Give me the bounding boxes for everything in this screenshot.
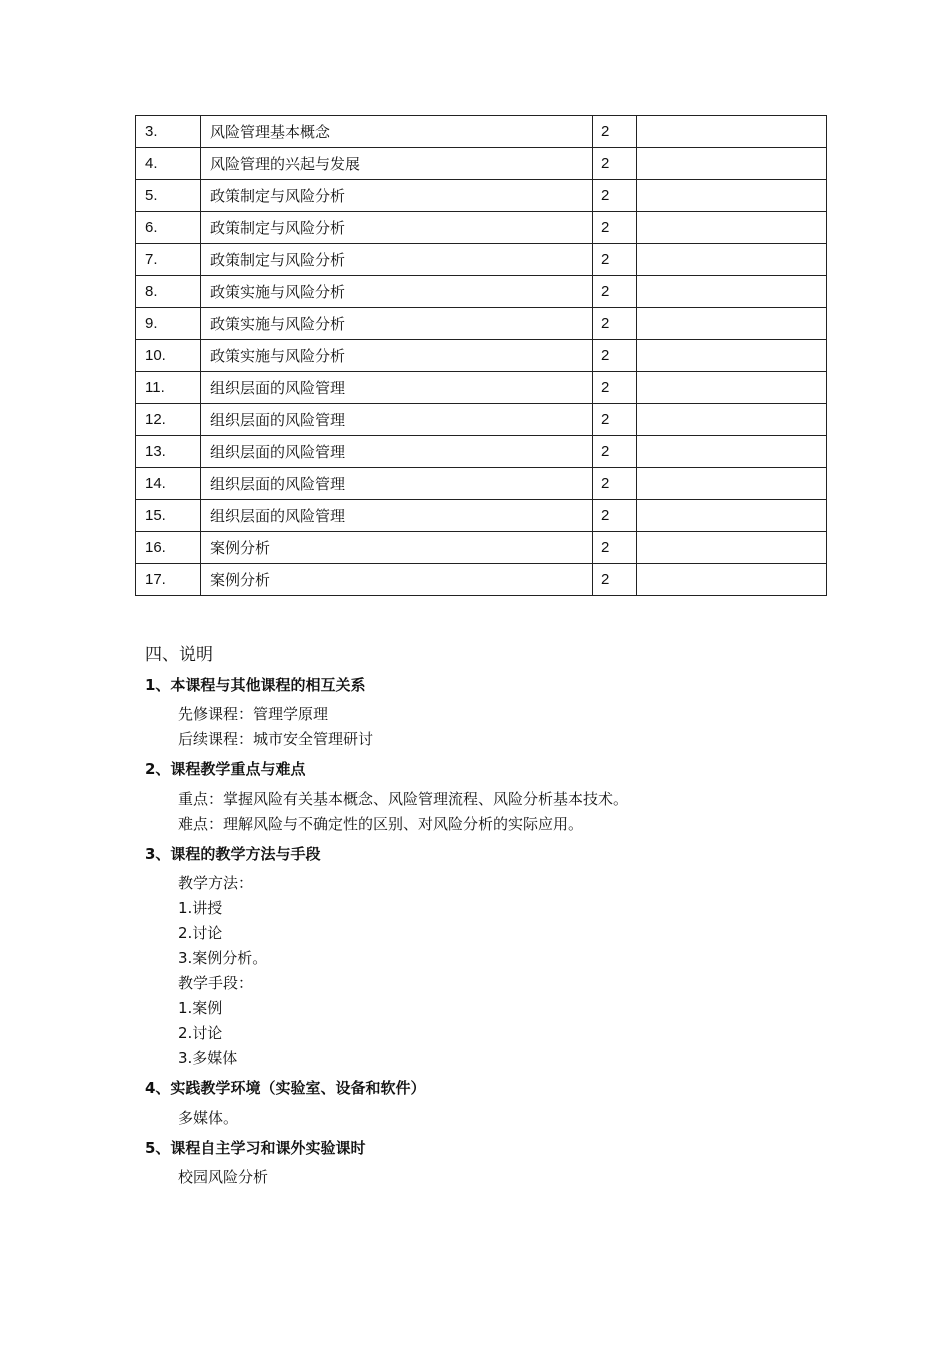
table-row [136,308,827,340]
hours-cell: 2 [593,532,637,564]
note-cell [637,468,827,500]
row-number-cell: 8. [136,276,201,308]
hours-cell: 2 [593,308,637,340]
table-row [136,372,827,404]
self-study-text: 校园风险分析 [178,1168,269,1186]
topic-cell: 组织层面的风险管理 [201,372,593,404]
row-number-cell: 14. [136,468,201,500]
row-number-cell: 11. [136,372,201,404]
table-row [136,276,827,308]
table-row [136,244,827,276]
means-label: 教学手段： [178,974,254,992]
note-cell [637,340,827,372]
methods-item: 1.讲授 [178,899,223,917]
methods-item: 3.案例分析。 [178,949,268,967]
course-schedule-table [135,115,827,596]
topic-cell: 政策实施与风险分析 [201,340,593,372]
hours-cell: 2 [593,148,637,180]
table-row [136,532,827,564]
table-row [136,212,827,244]
hours-cell: 2 [593,276,637,308]
hours-cell: 2 [593,564,637,596]
topic-cell: 组织层面的风险管理 [201,500,593,532]
hours-cell: 2 [593,244,637,276]
table-row [136,436,827,468]
note-cell [637,404,827,436]
row-number-cell: 17. [136,564,201,596]
self-study-heading: 5、课程自主学习和课外实验课时 [145,1139,366,1157]
row-number-cell: 16. [136,532,201,564]
hours-cell: 2 [593,116,637,148]
key-points-text: 重点：掌握风险有关基本概念、风险管理流程、风险分析基本技术。 [178,790,629,808]
topic-cell: 组织层面的风险管理 [201,468,593,500]
row-number-cell: 10. [136,340,201,372]
topic-cell: 政策实施与风险分析 [201,308,593,340]
note-cell [637,308,827,340]
prerequisite-text: 先修课程：管理学原理 [178,705,329,723]
means-item: 2.讨论 [178,1024,223,1042]
topic-cell: 案例分析 [201,532,593,564]
topic-cell: 政策制定与风险分析 [201,180,593,212]
table-row [136,404,827,436]
row-number-cell: 7. [136,244,201,276]
relation-heading: 1、本课程与其他课程的相互关系 [145,676,366,694]
table-row [136,564,827,596]
hours-cell: 2 [593,180,637,212]
topic-cell: 风险管理的兴起与发展 [201,148,593,180]
environment-text: 多媒体。 [178,1109,239,1127]
hours-cell: 2 [593,468,637,500]
methods-item: 2.讨论 [178,924,223,942]
table-row [136,148,827,180]
row-number-cell: 5. [136,180,201,212]
table-row [136,340,827,372]
topic-cell: 组织层面的风险管理 [201,436,593,468]
note-cell [637,500,827,532]
row-number-cell: 6. [136,212,201,244]
topic-cell: 风险管理基本概念 [201,116,593,148]
difficulties-text: 难点：理解风险与不确定性的区别、对风险分析的实际应用。 [178,815,584,833]
row-number-cell: 15. [136,500,201,532]
row-number-cell: 4. [136,148,201,180]
hours-cell: 2 [593,500,637,532]
hours-cell: 2 [593,340,637,372]
note-cell [637,532,827,564]
methods-heading: 3、课程的教学方法与手段 [145,845,321,863]
row-number-cell: 9. [136,308,201,340]
note-cell [637,436,827,468]
hours-cell: 2 [593,212,637,244]
note-cell [637,244,827,276]
note-cell [637,372,827,404]
note-cell [637,116,827,148]
table-row [136,468,827,500]
table-row [136,116,827,148]
means-item: 1.案例 [178,999,223,1017]
note-cell [637,212,827,244]
note-cell [637,148,827,180]
row-number-cell: 12. [136,404,201,436]
row-number-cell: 3. [136,116,201,148]
row-number-cell: 13. [136,436,201,468]
focus-heading: 2、课程教学重点与难点 [145,760,306,778]
methods-label: 教学方法： [178,874,254,892]
note-cell [637,276,827,308]
hours-cell: 2 [593,404,637,436]
table-row [136,180,827,212]
hours-cell: 2 [593,436,637,468]
topic-cell: 政策实施与风险分析 [201,276,593,308]
note-cell [637,564,827,596]
followup-text: 后续课程：城市安全管理研讨 [178,730,374,748]
environment-heading: 4、实践教学环境（实验室、设备和软件） [145,1079,426,1097]
section-title: 四、说明 [145,645,213,665]
table-row [136,500,827,532]
note-cell [637,180,827,212]
hours-cell: 2 [593,372,637,404]
topic-cell: 政策制定与风险分析 [201,244,593,276]
topic-cell: 案例分析 [201,564,593,596]
means-item: 3.多媒体 [178,1049,238,1067]
topic-cell: 政策制定与风险分析 [201,212,593,244]
topic-cell: 组织层面的风险管理 [201,404,593,436]
schedule-body [136,116,827,596]
